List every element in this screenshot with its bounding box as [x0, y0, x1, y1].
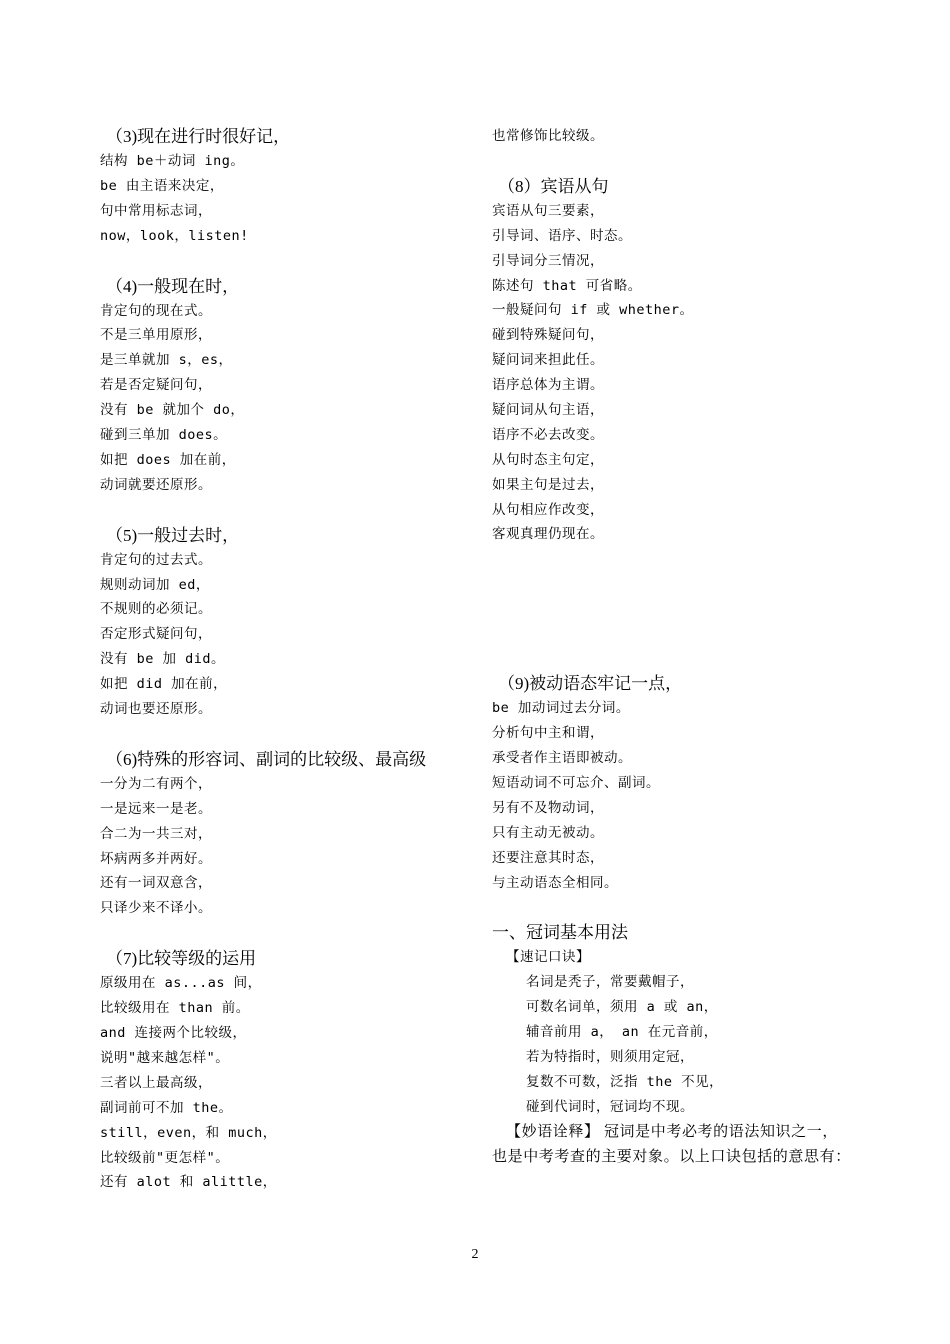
text-line: 比较级前"更怎样"。 — [100, 1149, 230, 1166]
text-line: 结构 be＋动词 ing。 — [100, 153, 245, 169]
text-line: 引导词、语序、时态。 — [492, 227, 632, 244]
text-line: still，even，和 much， — [100, 1124, 277, 1141]
text-line: 副词前可不加 the。 — [100, 1099, 233, 1116]
section-heading: （7)比较等级的运用 — [106, 949, 257, 969]
text-line: 分析句中主和谓， — [492, 725, 604, 742]
text-line: 只有主动无被动。 — [492, 824, 604, 841]
left-column — [100, 124, 500, 1195]
text-line: 还要注意其时态， — [492, 849, 604, 866]
text-line: 碰到代词时，冠词均不现。 — [526, 1098, 694, 1115]
text-line: 不规则的必须记。 — [100, 601, 212, 618]
text-line: 一般疑问句 if 或 whether。 — [492, 302, 694, 319]
text-line: 也常修饰比较级。 — [492, 128, 604, 144]
section-present-continuous — [100, 124, 500, 249]
section-object-clause — [492, 174, 912, 547]
text-line: 若是否定疑问句， — [100, 377, 212, 394]
text-line: 原级用在 as...as 间， — [100, 975, 262, 992]
mnemonic-label: 【速记口诀】 — [506, 949, 590, 966]
text-line: 说明"越来越怎样"。 — [100, 1049, 230, 1066]
section-comparison-usage — [100, 946, 500, 1195]
text-line: be 由主语来决定， — [100, 177, 224, 194]
text-line: 如把 did 加在前， — [100, 676, 228, 693]
section-heading: （4)一般现在时， — [106, 276, 240, 296]
text-line: 陈述句 that 可省略。 — [492, 277, 642, 294]
section-passive-voice — [492, 671, 912, 895]
right-column — [492, 124, 912, 1170]
text-line: 语序总体为主谓。 — [492, 377, 604, 394]
text-line: 如果主句是过去， — [492, 476, 604, 493]
text-line: 语序不必去改变。 — [492, 426, 604, 443]
text-line: 疑问词来担此任。 — [492, 352, 604, 369]
text-line: 肯定句的过去式。 — [100, 551, 212, 568]
text-line: 合二为一共三对， — [100, 825, 212, 842]
explanation-line: 【妙语诠释】 冠词是中考必考的语法知识之一， — [506, 1123, 838, 1140]
text-line: 动词就要还原形。 — [100, 476, 212, 493]
text-line: 规则动词加 ed， — [100, 576, 210, 593]
text-line: 还有 alot 和 alittle， — [100, 1174, 277, 1191]
section-heading: （9)被动语态牢记一点， — [498, 674, 683, 694]
text-line: 如把 does 加在前， — [100, 451, 236, 468]
text-line: be 加动词过去分词。 — [492, 700, 630, 717]
text-line: 从句时态主句定， — [492, 451, 604, 468]
page-number: 2 — [471, 1247, 479, 1262]
text-line: 否定形式疑问句， — [100, 626, 212, 643]
text-line: 动词也要还原形。 — [100, 701, 212, 718]
section-heading: （8）宾语从句 — [498, 176, 609, 196]
text-line: 承受者作主语即被动。 — [492, 750, 632, 767]
text-line: 还有一词双意含， — [100, 875, 212, 892]
section-irregular-comparatives — [100, 747, 500, 921]
section-heading: 一、冠词基本用法 — [492, 923, 628, 943]
text-line: 只译少来不译小。 — [100, 900, 212, 917]
text-line: 碰到三单加 does。 — [100, 427, 228, 444]
text-line: 可数名词单，须用 a 或 an， — [526, 999, 718, 1016]
text-line: 若为特指时，则须用定冠， — [526, 1049, 694, 1066]
text-line: 与主动语态全相同。 — [492, 874, 618, 891]
text-line: and 连接两个比较级， — [100, 1025, 247, 1042]
text-line: 不是三单用原形， — [100, 327, 212, 344]
text-line: 辅音前用 a， an 在元音前， — [526, 1024, 718, 1041]
text-line: 客观真理仍现在。 — [492, 526, 604, 543]
text-line: 另有不及物动词， — [492, 799, 604, 816]
explanation-line: 也是中考考查的主要对象。以上口诀包括的意思有： — [492, 1148, 851, 1165]
text-line: 一分为二有两个， — [100, 775, 212, 792]
text-line: 肯定句的现在式。 — [100, 302, 212, 319]
text-line: 短语动词不可忘介、副词。 — [492, 775, 660, 792]
text-line: 没有 be 就加个 do， — [100, 402, 245, 419]
text-line: 名词是秃子，常要戴帽子， — [526, 974, 694, 991]
section-heading: （3)现在进行时很好记， — [106, 127, 291, 146]
text-line: 从句相应作改变， — [492, 501, 604, 518]
text-line: 是三单就加 s，es， — [100, 352, 233, 369]
section-heading: （6)特殊的形容词、副词的比较级、最高级 — [106, 749, 427, 769]
text-line: 碰到特殊疑问句， — [492, 327, 604, 344]
text-line: 疑问词从句主语， — [492, 402, 604, 419]
text-line: 一是远来一是老。 — [100, 800, 212, 817]
section-article-usage — [492, 920, 912, 1169]
text-line: 坏病两多并两好。 — [100, 850, 212, 867]
section-heading: （5)一般过去时， — [106, 525, 240, 545]
section-simple-past — [100, 523, 500, 722]
text-line: 比较级用在 than 前。 — [100, 1000, 250, 1017]
text-line: 句中常用标志词， — [100, 202, 212, 219]
text-line: 引导词分三情况， — [492, 252, 604, 269]
text-line: now，look，listen! — [100, 227, 249, 244]
text-line: 复数不可数，泛指 the 不见， — [526, 1073, 724, 1090]
section-simple-present — [100, 274, 500, 498]
text-line: 没有 be 加 did。 — [100, 651, 226, 668]
text-line: 三者以上最高级， — [100, 1074, 212, 1091]
text-line: 宾语从句三要素， — [492, 202, 604, 219]
